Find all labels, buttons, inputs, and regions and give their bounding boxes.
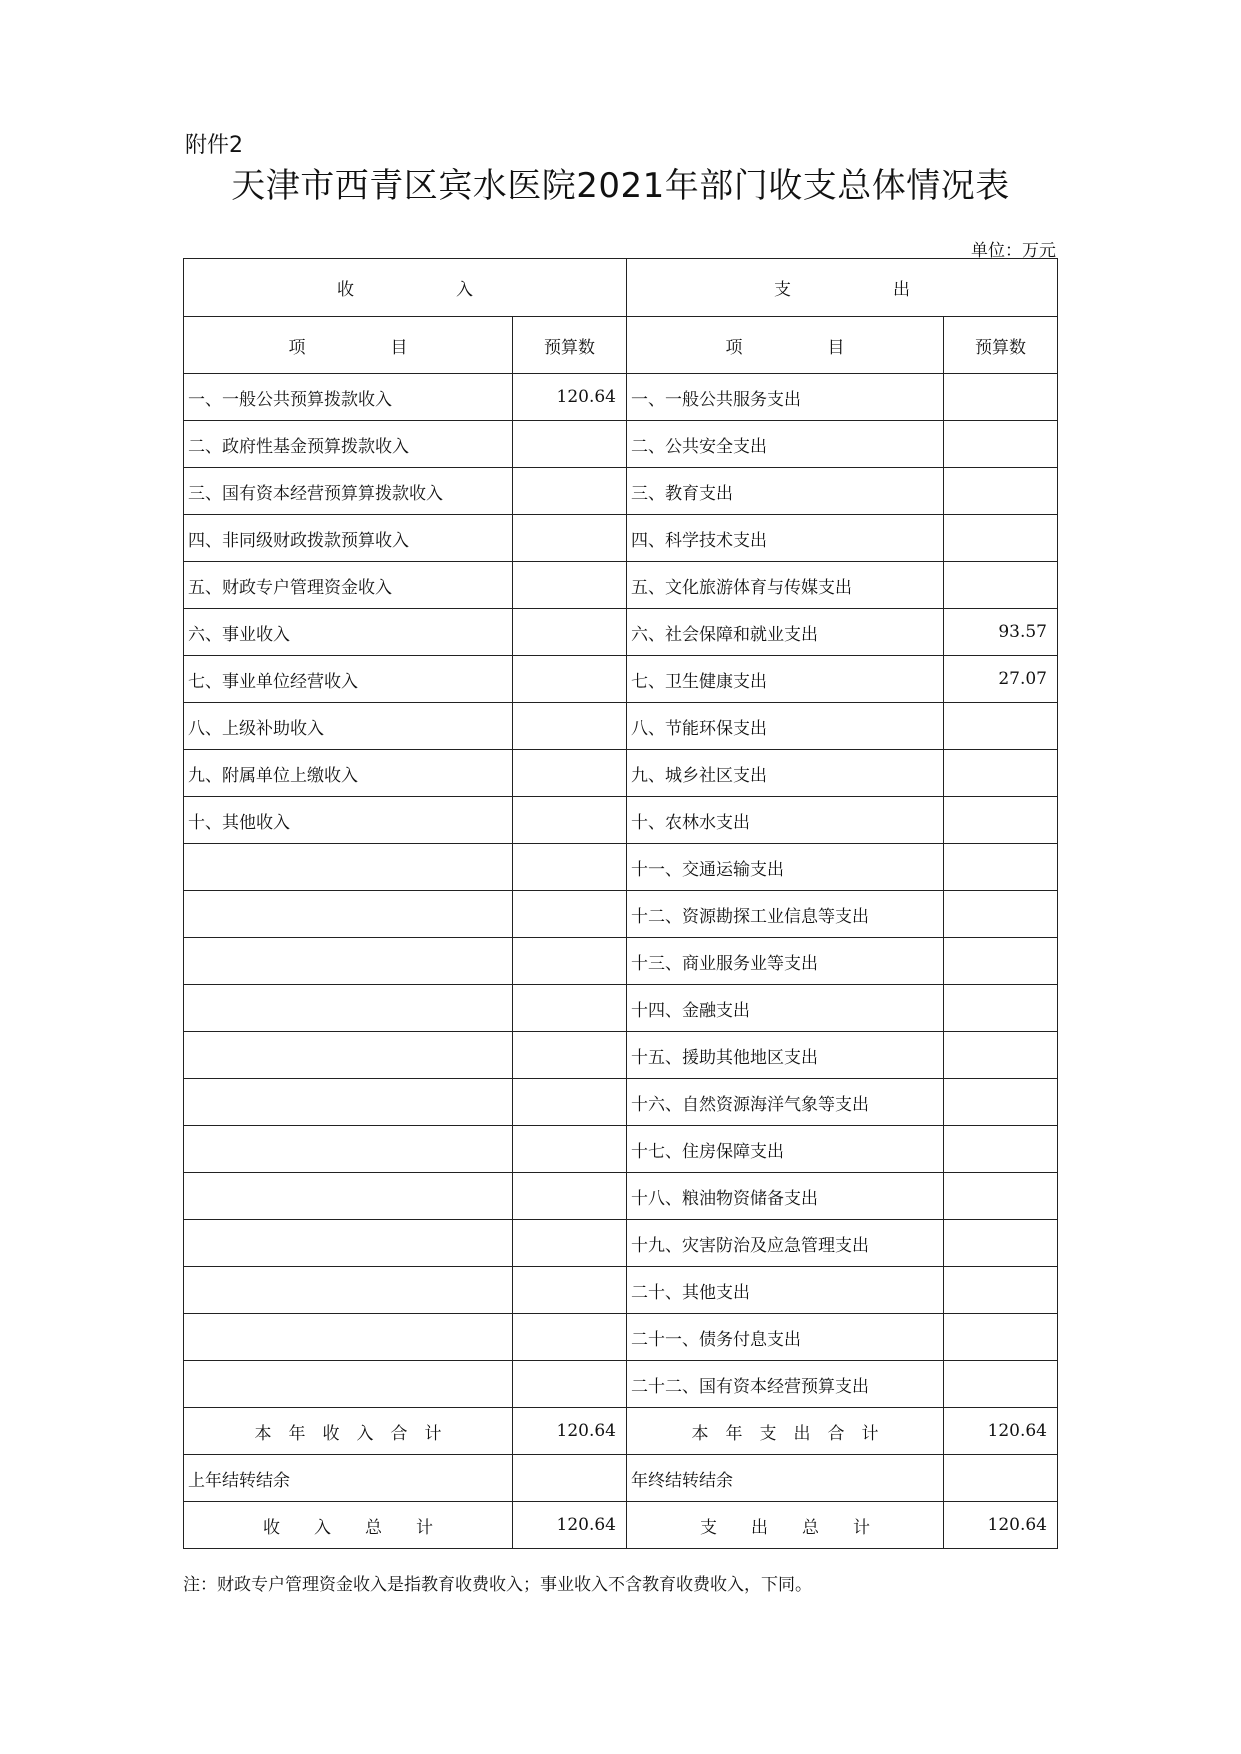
unit-label: 单位：万元 [971, 241, 1056, 261]
expense-value: 27.07 [944, 656, 1058, 703]
expense-item: 二十二、国有资本经营预算支出 [627, 1361, 944, 1408]
income-value [513, 1220, 627, 1267]
table-row [184, 1173, 1058, 1220]
income-value [513, 421, 627, 468]
table-row [184, 609, 1058, 656]
expense-item: 四、科学技术支出 [627, 515, 944, 562]
table-row [184, 1032, 1058, 1079]
income-item: 七、事业单位经营收入 [184, 656, 513, 703]
income-value [513, 1079, 627, 1126]
expense-item: 八、节能环保支出 [627, 703, 944, 750]
table-row [184, 1079, 1058, 1126]
income-value [513, 1173, 627, 1220]
expense-item: 二、公共安全支出 [627, 421, 944, 468]
income-item: 十、其他收入 [184, 797, 513, 844]
expense-value [944, 891, 1058, 938]
expense-item: 十六、自然资源海洋气象等支出 [627, 1079, 944, 1126]
income-item [184, 1220, 513, 1267]
income-value [513, 1361, 627, 1408]
income-value [513, 609, 627, 656]
expense-value [944, 515, 1058, 562]
table-row [184, 1361, 1058, 1408]
income-item [184, 1032, 513, 1079]
table-row [184, 844, 1058, 891]
income-item [184, 938, 513, 985]
table-row [184, 515, 1058, 562]
table-row [184, 985, 1058, 1032]
expense-value [944, 844, 1058, 891]
year-income-total-label: 本 年 收 入 合 计 [184, 1408, 513, 1455]
expense-item: 三、教育支出 [627, 468, 944, 515]
income-item [184, 1126, 513, 1173]
expense-value: 93.57 [944, 609, 1058, 656]
expense-value [944, 562, 1058, 609]
income-value [513, 656, 627, 703]
income-budget-header: 预算数 [513, 317, 627, 374]
expense-item: 十、农林水支出 [627, 797, 944, 844]
income-value [513, 562, 627, 609]
income-item: 四、非同级财政拨款预算收入 [184, 515, 513, 562]
expense-grand-total-value: 120.64 [944, 1502, 1058, 1549]
expense-item-header: 项 目 [627, 317, 944, 374]
expense-value [944, 374, 1058, 421]
expense-item: 十二、资源勘探工业信息等支出 [627, 891, 944, 938]
table-row [184, 421, 1058, 468]
income-grand-total-value: 120.64 [513, 1502, 627, 1549]
expense-item: 十七、住房保障支出 [627, 1126, 944, 1173]
table-row [184, 1314, 1058, 1361]
income-item [184, 1173, 513, 1220]
expense-item: 十八、粮油物资储备支出 [627, 1173, 944, 1220]
expense-item: 五、文化旅游体育与传媒支出 [627, 562, 944, 609]
expense-item: 二十一、债务付息支出 [627, 1314, 944, 1361]
expense-item: 十三、商业服务业等支出 [627, 938, 944, 985]
income-value [513, 844, 627, 891]
expense-value [944, 938, 1058, 985]
expense-value [944, 1267, 1058, 1314]
income-item [184, 1314, 513, 1361]
carryover-row [184, 1455, 1058, 1502]
footnote: 注：财政专户管理资金收入是指教育收费收入；事业收入不含教育收费收入，下同。 [183, 1575, 812, 1595]
income-value [513, 515, 627, 562]
carryover-value [513, 1455, 627, 1502]
expense-grand-total-label: 支 出 总 计 [627, 1502, 944, 1549]
income-value [513, 468, 627, 515]
income-item [184, 985, 513, 1032]
year-income-total-value: 120.64 [513, 1408, 627, 1455]
expense-item: 二十、其他支出 [627, 1267, 944, 1314]
income-item: 九、附属单位上缴收入 [184, 750, 513, 797]
income-value [513, 750, 627, 797]
expense-item: 九、城乡社区支出 [627, 750, 944, 797]
carryover-label: 上年结转结余 [184, 1455, 513, 1502]
income-item-header: 项 目 [184, 317, 513, 374]
grand-total-row [184, 1502, 1058, 1549]
year-expense-total-label: 本 年 支 出 合 计 [627, 1408, 944, 1455]
expense-item: 十五、援助其他地区支出 [627, 1032, 944, 1079]
table-row [184, 374, 1058, 421]
income-item [184, 844, 513, 891]
table-row [184, 1267, 1058, 1314]
income-value [513, 1126, 627, 1173]
expense-budget-header: 预算数 [944, 317, 1058, 374]
income-item: 一、一般公共预算拨款收入 [184, 374, 513, 421]
expense-item: 十九、灾害防治及应急管理支出 [627, 1220, 944, 1267]
expense-header: 支 出 [627, 259, 1058, 317]
expense-value [944, 1126, 1058, 1173]
income-value [513, 1314, 627, 1361]
expense-item: 十四、金融支出 [627, 985, 944, 1032]
expense-item: 十一、交通运输支出 [627, 844, 944, 891]
expense-value [944, 703, 1058, 750]
income-item: 三、国有资本经营预算算拨款收入 [184, 468, 513, 515]
income-value [513, 891, 627, 938]
attachment-label: 附件2 [185, 133, 243, 158]
expense-value [944, 1361, 1058, 1408]
expense-item: 七、卫生健康支出 [627, 656, 944, 703]
income-item [184, 1079, 513, 1126]
expense-item: 六、社会保障和就业支出 [627, 609, 944, 656]
expense-item: 一、一般公共服务支出 [627, 374, 944, 421]
table-row [184, 468, 1058, 515]
year-expense-total-value: 120.64 [944, 1408, 1058, 1455]
income-value [513, 1267, 627, 1314]
table-row [184, 1126, 1058, 1173]
income-item [184, 891, 513, 938]
table-row [184, 1220, 1058, 1267]
income-value [513, 703, 627, 750]
income-value [513, 1032, 627, 1079]
expense-value [944, 468, 1058, 515]
expense-value [944, 1220, 1058, 1267]
table-row [184, 562, 1058, 609]
table-row [184, 656, 1058, 703]
table-row [184, 750, 1058, 797]
table-row [184, 891, 1058, 938]
year-end-value [944, 1455, 1058, 1502]
income-item: 二、政府性基金预算拨款收入 [184, 421, 513, 468]
income-value: 120.64 [513, 374, 627, 421]
expense-value [944, 1314, 1058, 1361]
expense-value [944, 1173, 1058, 1220]
year-end-label: 年终结转结余 [627, 1455, 944, 1502]
income-header: 收 入 [184, 259, 627, 317]
expense-value [944, 797, 1058, 844]
expense-value [944, 1032, 1058, 1079]
expense-value [944, 750, 1058, 797]
income-item [184, 1267, 513, 1314]
table-row [184, 797, 1058, 844]
income-item [184, 1361, 513, 1408]
expense-value [944, 1079, 1058, 1126]
header-row-main [184, 259, 1058, 317]
income-value [513, 938, 627, 985]
header-row-sub [184, 317, 1058, 374]
table-row [184, 703, 1058, 750]
table-row [184, 938, 1058, 985]
income-value [513, 985, 627, 1032]
income-item: 六、事业收入 [184, 609, 513, 656]
expense-value [944, 985, 1058, 1032]
income-grand-total-label: 收 入 总 计 [184, 1502, 513, 1549]
document-title: 天津市西青区宾水医院2021年部门收支总体情况表 [231, 166, 1010, 206]
income-item: 八、上级补助收入 [184, 703, 513, 750]
budget-table [183, 258, 1058, 1549]
income-item: 五、财政专户管理资金收入 [184, 562, 513, 609]
income-value [513, 797, 627, 844]
year-total-row [184, 1408, 1058, 1455]
expense-value [944, 421, 1058, 468]
